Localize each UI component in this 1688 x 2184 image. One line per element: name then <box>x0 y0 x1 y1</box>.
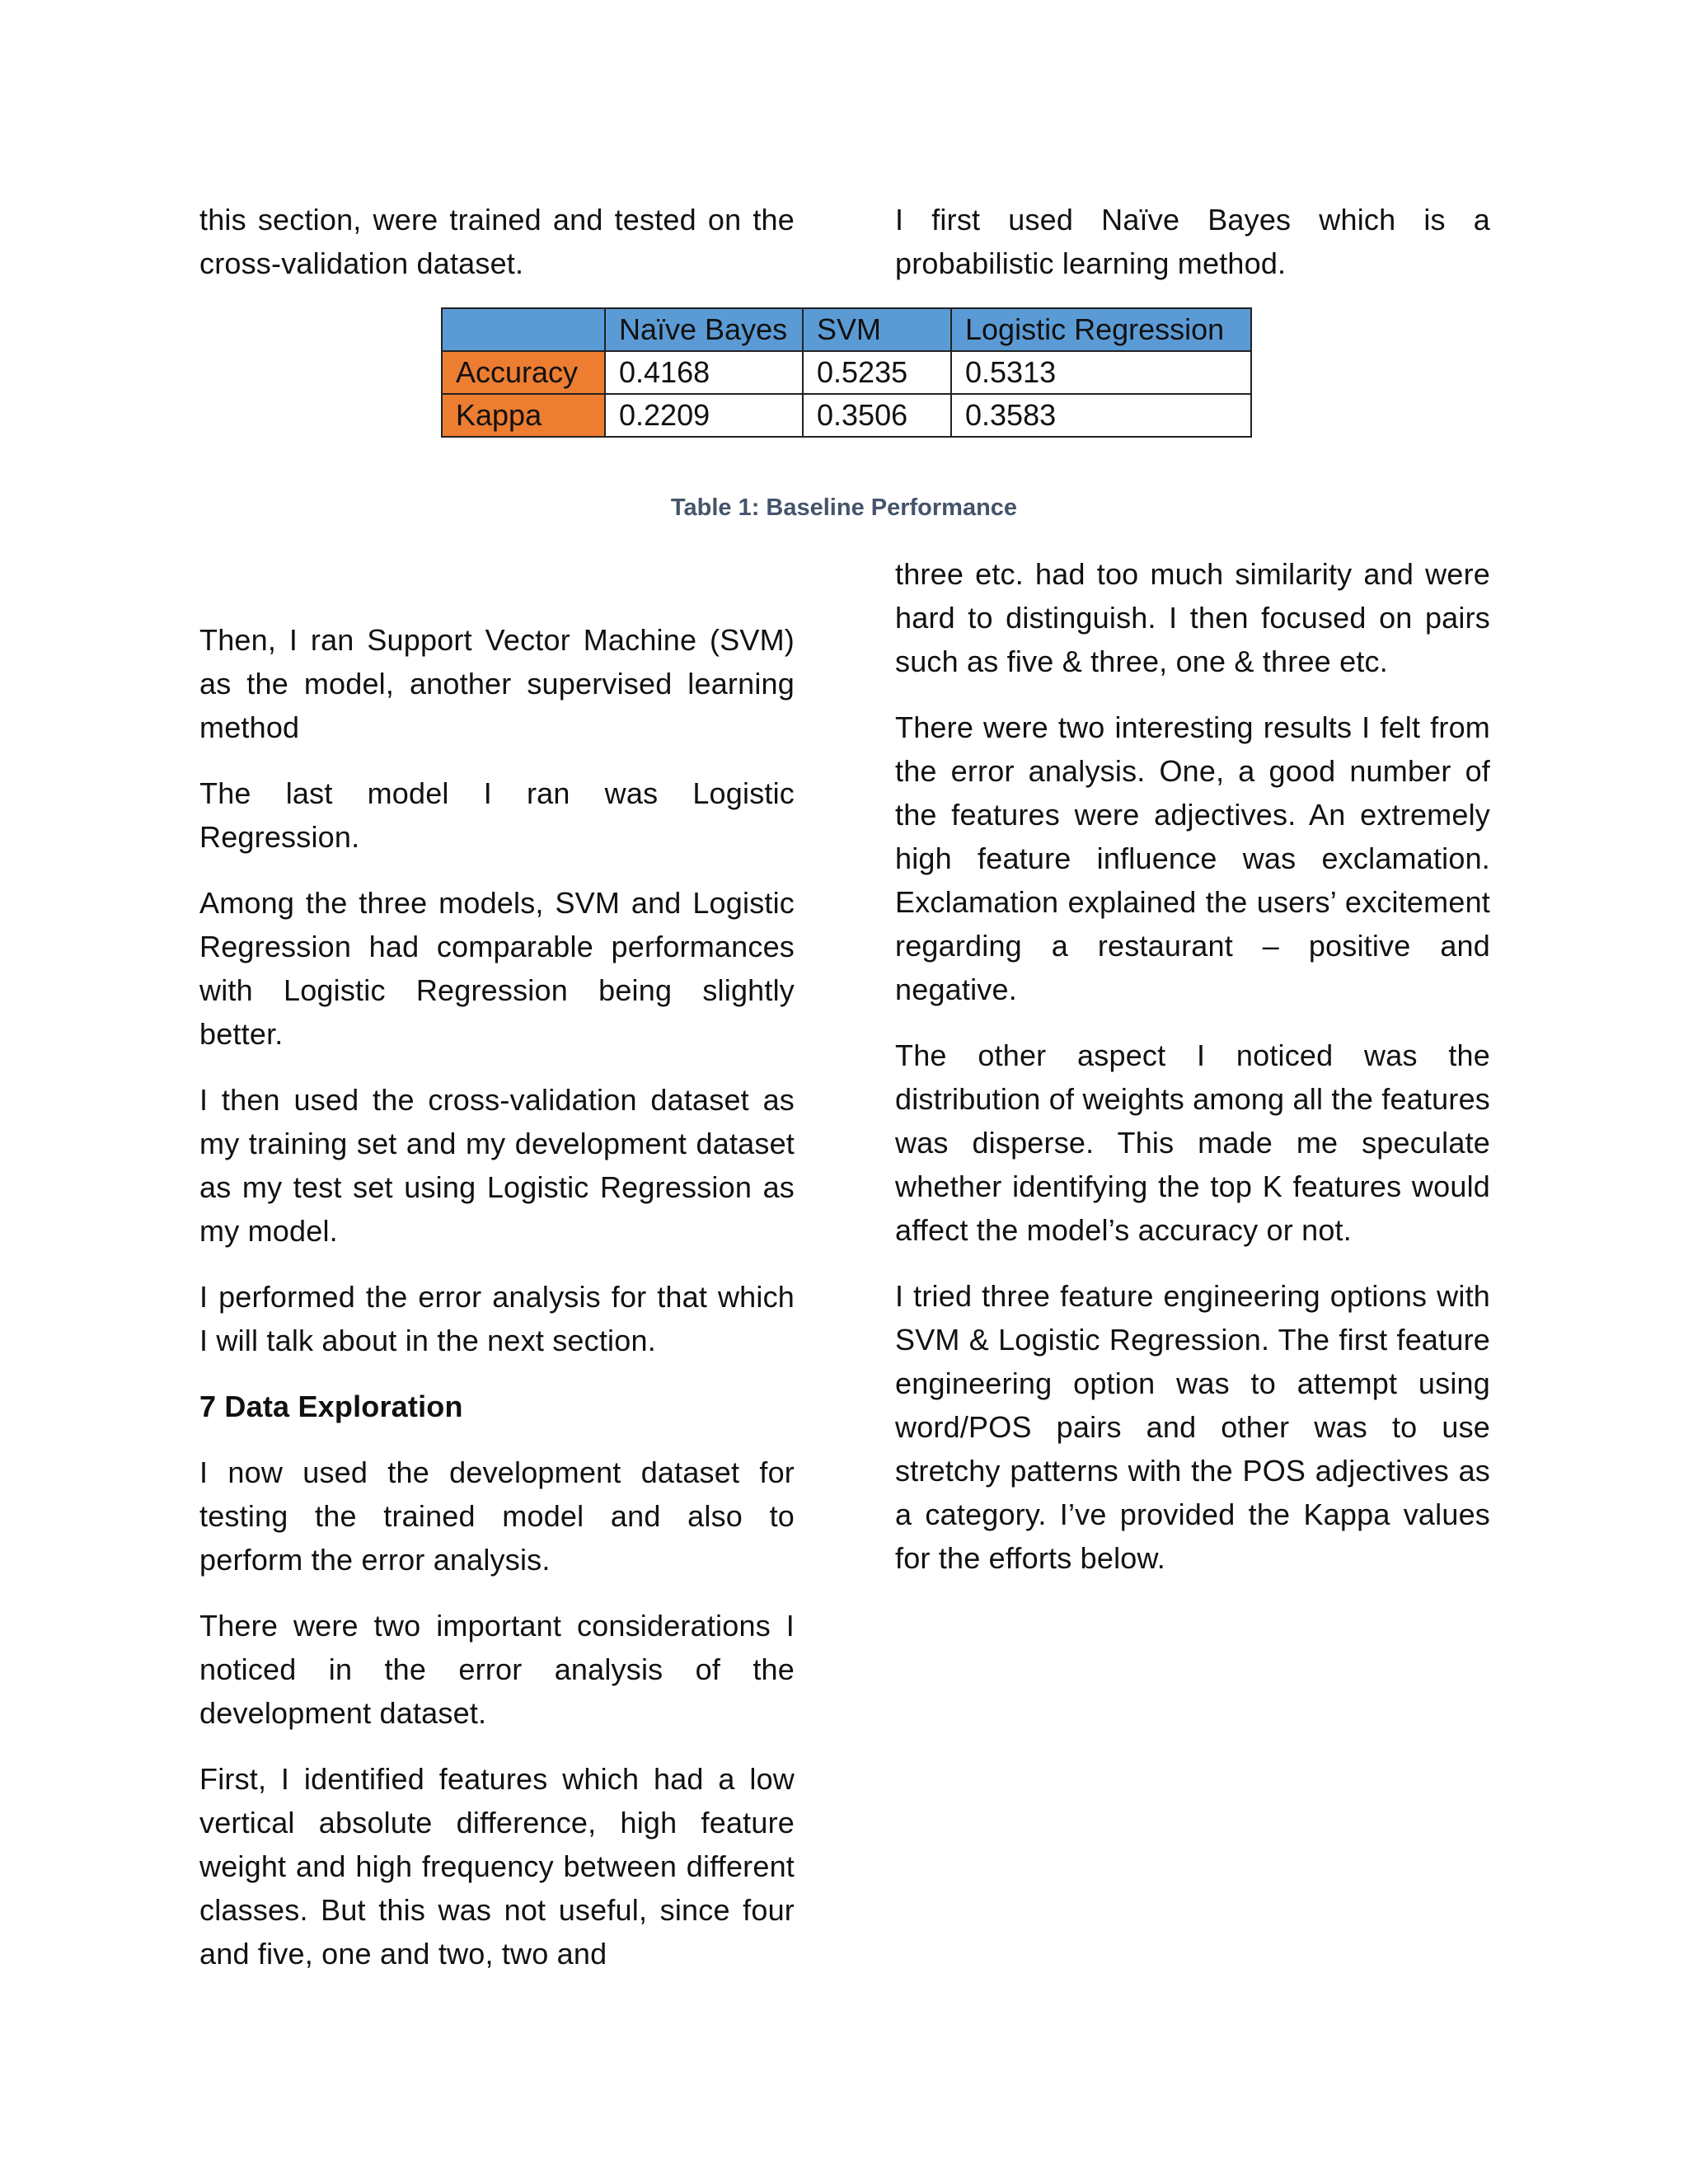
table-cell: 0.5313 <box>951 351 1251 394</box>
paragraph: Among the three models, SVM and Logistic Regression had comparable performances with Logistic Regression being slightly better. <box>199 886 795 1051</box>
row-label-kappa: Kappa <box>442 394 605 437</box>
table-cell: 0.3583 <box>951 394 1251 437</box>
paragraph: There were two important considerations I noticed in the error analysis of the development dataset. <box>199 1609 795 1730</box>
row-label-accuracy: Accuracy <box>442 351 605 394</box>
top-right-column <box>895 198 1490 307</box>
table-row-kappa <box>442 394 1251 437</box>
paragraph: I then used the cross-validation dataset as my training set and my development dataset as my test set using Logistic Regression as my model. <box>199 1083 795 1248</box>
table-header-row <box>442 308 1251 351</box>
table-row-accuracy <box>442 351 1251 394</box>
paragraph: I tried three feature engineering options with SVM & Logistic Regression. The first feature engineering option was to attempt using word/POS pairs and other was to use stretchy patterns with the POS adjectives as a category. I’ve provided the Kappa values for the efforts below. <box>895 1279 1490 1575</box>
column-header-svm: SVM <box>803 308 951 351</box>
table-cell: 0.3506 <box>803 394 951 437</box>
paragraph: I first used Naïve Bayes which is a probabilistic learning method. <box>895 203 1490 280</box>
table-corner-cell <box>442 308 605 351</box>
column-header-naive-bayes: Naïve Bayes <box>605 308 803 351</box>
paragraph: First, I identified features which had a low vertical absolute difference, high feature weight and high frequency between different classes. But this was not useful, since four and five, one and two, two and <box>199 1762 795 1971</box>
paragraph: I now used the development dataset for testing the trained model and also to perform the error analysis. <box>199 1455 795 1577</box>
column-header-logistic-regression: Logistic Regression <box>951 308 1251 351</box>
paragraph: The other aspect I noticed was the distribution of weights among all the features was disperse. This made me speculate whether identifying the top K features would affect the model’s accuracy or not. <box>895 1038 1490 1247</box>
paragraph: three etc. had too much similarity and were hard to distinguish. I then focused on pairs such as five & three, one & three etc. <box>895 557 1490 678</box>
section-heading: 7 Data Exploration <box>199 1390 463 1423</box>
paragraph: The last model I ran was Logistic Regression. <box>199 776 795 854</box>
table-cell: 0.2209 <box>605 394 803 437</box>
table-cell: 0.5235 <box>803 351 951 394</box>
baseline-performance-table <box>441 307 1252 438</box>
table-cell: 0.4168 <box>605 351 803 394</box>
table-caption: Table 1: Baseline Performance <box>670 494 1018 521</box>
paragraph: I performed the error analysis for that which I will talk about in the next section. <box>199 1280 795 1357</box>
paragraph: this section, were trained and tested on the cross-validation dataset. <box>199 203 795 280</box>
top-left-column <box>199 198 795 307</box>
paragraph: There were two interesting results I felt from the error analysis. One, a good number of the features were adjectives. An extremely high feature influence was exclamation. Exclamation explained the users’ excitement regarding a restaurant – positive and negative. <box>895 710 1490 1006</box>
right-column <box>895 552 1490 1602</box>
left-column <box>199 618 795 1998</box>
paragraph: Then, I ran Support Vector Machine (SVM) as the model, another supervised learning method <box>199 623 795 744</box>
